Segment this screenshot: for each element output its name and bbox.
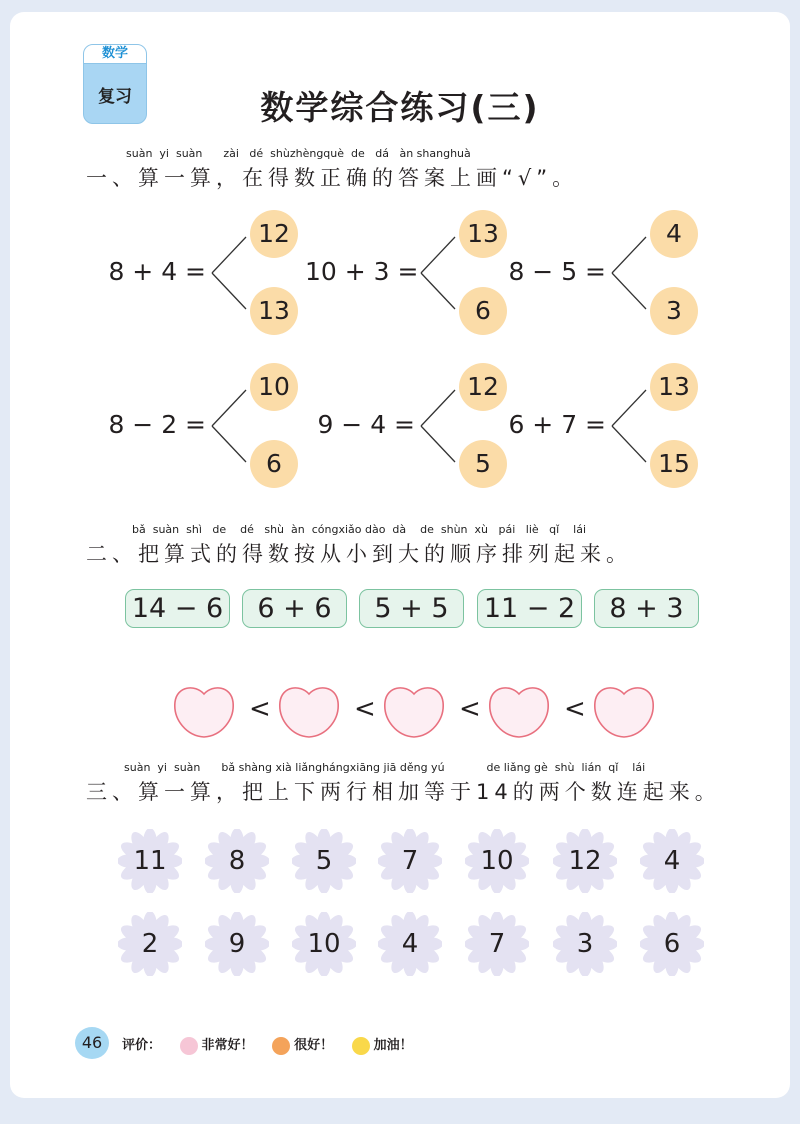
section3-pinyin: suàn yi suàn bǎ shàng xià liǎnghángxiāng jiā děng yú de liǎng gè shù lián qǐ lái (124, 761, 646, 774)
section3-question: 三、算一算，把上下两行相加等于14的两个数连起来。 (86, 780, 721, 804)
problem-expression: 8 − 5 = (508, 257, 606, 286)
rating-good[interactable]: 很好！ (294, 1038, 334, 1053)
rating-excellent[interactable]: 非常好！ (201, 1038, 254, 1053)
review-label: 复习 (98, 87, 132, 107)
answer-option[interactable]: 6 (459, 287, 507, 335)
number-flower[interactable] (640, 912, 704, 976)
eval-label: 评价： (122, 1038, 162, 1053)
answer-option[interactable]: 15 (650, 440, 698, 488)
flower-number: 4 (401, 929, 419, 959)
expression-card[interactable]: 14 − 6 (125, 589, 230, 628)
flower-number: 8 (228, 846, 246, 876)
flower-number: 4 (663, 846, 681, 876)
heart-answer-slot[interactable] (593, 684, 655, 740)
less-than-sign: < (249, 694, 271, 724)
section2-pinyin: bǎ suàn shì de dé shù àn cóngxiǎo dào dà de shùn xù pái liè qǐ lái (132, 523, 587, 536)
answer-option[interactable]: 10 (250, 363, 298, 411)
fork-lines (419, 386, 459, 466)
answer-option[interactable]: 3 (650, 287, 698, 335)
flower-number: 9 (228, 929, 246, 959)
fox-icon (272, 1037, 290, 1055)
number-flower[interactable] (465, 829, 529, 893)
answer-option[interactable]: 12 (459, 363, 507, 411)
answer-option[interactable]: 13 (650, 363, 698, 411)
fork-lines (210, 386, 250, 466)
fork-lines (419, 233, 459, 313)
evaluation-bar (122, 1034, 413, 1055)
number-flower[interactable] (553, 912, 617, 976)
problem-expression: 10 + 3 = (305, 257, 419, 286)
rating-keep-going[interactable]: 加油！ (373, 1038, 413, 1053)
flower-number: 7 (488, 929, 506, 959)
less-than-sign: < (459, 694, 481, 724)
number-flower[interactable] (553, 829, 617, 893)
section1-pinyin: suàn yi suàn zài dé shùzhèngquè de dá àn shanghuà (126, 147, 471, 160)
flower-number: 2 (141, 929, 159, 959)
number-flower[interactable] (118, 912, 182, 976)
bunny-icon (180, 1037, 198, 1055)
section1-question: 一、算一算，在得数正确的答案上画“√”。 (86, 166, 579, 190)
page-title: 数学综合练习(三) (260, 88, 540, 127)
number-flower[interactable] (465, 912, 529, 976)
flower-number: 5 (315, 846, 333, 876)
number-flower[interactable] (378, 829, 442, 893)
fork-lines (610, 233, 650, 313)
heart-answer-slot[interactable] (383, 684, 445, 740)
number-flower[interactable] (205, 829, 269, 893)
heart-answer-slot[interactable] (173, 684, 235, 740)
heart-answer-slot[interactable] (488, 684, 550, 740)
subject-label: 数学 (84, 45, 146, 64)
number-flower[interactable] (292, 829, 356, 893)
answer-option[interactable]: 12 (250, 210, 298, 258)
section2-question: 二、把算式的得数按从小到大的顺序排列起来。 (86, 542, 632, 566)
flower-number: 10 (480, 846, 514, 876)
expression-card[interactable]: 6 + 6 (242, 589, 347, 628)
expression-card[interactable]: 5 + 5 (359, 589, 464, 628)
problem-expression: 9 − 4 = (317, 410, 415, 439)
number-flower[interactable] (118, 829, 182, 893)
number-flower[interactable] (378, 912, 442, 976)
flower-number: 11 (133, 846, 167, 876)
flower-number: 10 (307, 929, 341, 959)
flower-number: 6 (663, 929, 681, 959)
flower-number: 7 (401, 846, 419, 876)
problem-expression: 8 + 4 = (108, 257, 206, 286)
answer-option[interactable]: 13 (459, 210, 507, 258)
flower-number: 12 (568, 846, 602, 876)
fork-lines (210, 233, 250, 313)
fork-lines (610, 386, 650, 466)
number-flower[interactable] (640, 829, 704, 893)
answer-option[interactable]: 13 (250, 287, 298, 335)
flower-number: 3 (576, 929, 594, 959)
number-flower[interactable] (205, 912, 269, 976)
less-than-sign: < (564, 694, 586, 724)
number-flower[interactable] (292, 912, 356, 976)
chick-icon (352, 1037, 370, 1055)
heart-answer-slot[interactable] (278, 684, 340, 740)
problem-expression: 6 + 7 = (508, 410, 606, 439)
less-than-sign: < (354, 694, 376, 724)
expression-card[interactable]: 11 − 2 (477, 589, 582, 628)
problem-expression: 8 − 2 = (108, 410, 206, 439)
answer-option[interactable]: 6 (250, 440, 298, 488)
page-number: 46 (75, 1027, 109, 1059)
answer-option[interactable]: 5 (459, 440, 507, 488)
answer-option[interactable]: 4 (650, 210, 698, 258)
expression-card[interactable]: 8 + 3 (594, 589, 699, 628)
